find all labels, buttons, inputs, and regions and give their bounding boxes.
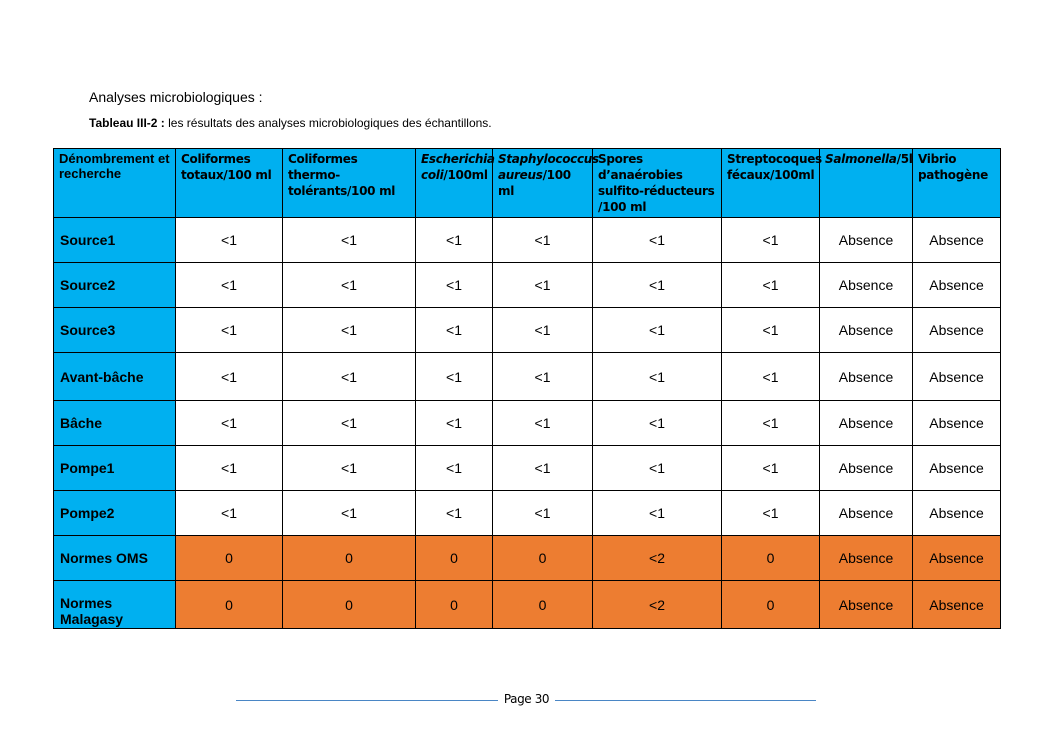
table-cell: Absence [913, 581, 1001, 629]
table-row [54, 353, 1001, 401]
table-row [54, 308, 1001, 353]
table-row [54, 581, 1001, 629]
table-cell: Absence [820, 263, 913, 308]
table-row [54, 491, 1001, 536]
table-cell: Absence [820, 446, 913, 491]
row-label: Normes Malagasy [54, 581, 176, 629]
table-cell: Absence [913, 308, 1001, 353]
row-label: Bâche [54, 401, 176, 446]
table-cell: <1 [493, 308, 593, 353]
table-cell: <1 [593, 491, 722, 536]
table-cell: <1 [283, 353, 416, 401]
table-cell: <1 [176, 263, 283, 308]
table-cell: <1 [722, 446, 820, 491]
column-header [820, 149, 913, 218]
table-cell: <1 [416, 446, 493, 491]
header-text: Vibrio pathogène [918, 152, 988, 182]
table-cell: <1 [176, 401, 283, 446]
table-cell: Absence [820, 491, 913, 536]
table-cell: <1 [722, 401, 820, 446]
caption-label: Tableau III-2 : [89, 116, 165, 130]
table-cell: <1 [493, 353, 593, 401]
header-text: /5l [896, 152, 913, 166]
table-cell: <1 [283, 308, 416, 353]
table-row [54, 446, 1001, 491]
caption-text: les résultats des analyses microbiologiques des échantillons. [164, 116, 492, 130]
row-label: Avant-bâche [54, 353, 176, 401]
table-cell: 0 [722, 581, 820, 629]
table-cell: <1 [593, 308, 722, 353]
row-label: Pompe1 [54, 446, 176, 491]
header-text: Coliformes thermo-tolérants/100 ml [288, 152, 396, 198]
row-label: Source3 [54, 308, 176, 353]
table-cell: 0 [416, 536, 493, 581]
row-label: Pompe2 [54, 491, 176, 536]
table-cell: <1 [493, 401, 593, 446]
table-cell: 0 [493, 581, 593, 629]
table-cell: <1 [176, 353, 283, 401]
table-cell: 0 [283, 581, 416, 629]
column-header [283, 149, 416, 218]
table-row [54, 401, 1001, 446]
header-text-italic: Staphylococcus aureus [498, 152, 599, 182]
table-cell: Absence [913, 353, 1001, 401]
column-header [722, 149, 820, 218]
table-cell: <1 [416, 491, 493, 536]
table-cell: Absence [820, 401, 913, 446]
row-label: Normes OMS [54, 536, 176, 581]
header-text: /100ml [443, 168, 488, 182]
header-text-italic: Salmonella [825, 152, 897, 166]
table-cell: Absence [820, 536, 913, 581]
table-row [54, 218, 1001, 263]
table-cell: <1 [493, 218, 593, 263]
table-cell: <1 [416, 218, 493, 263]
table-cell: <1 [493, 263, 593, 308]
table-cell: <1 [176, 218, 283, 263]
header-text: Dénombrement et recherche [59, 151, 170, 181]
table-cell: Absence [820, 353, 913, 401]
page-number: Page 30 [503, 692, 550, 706]
table-cell: Absence [820, 218, 913, 263]
table-header-row [54, 149, 1001, 218]
table-cell: <1 [416, 401, 493, 446]
table-cell: Absence [913, 536, 1001, 581]
table-cell: Absence [913, 401, 1001, 446]
table-cell: <1 [416, 353, 493, 401]
column-header [54, 149, 176, 218]
table-cell: <1 [283, 401, 416, 446]
table-cell: <1 [283, 263, 416, 308]
table-cell: <1 [722, 353, 820, 401]
table-cell: <1 [722, 263, 820, 308]
table-cell: <1 [593, 401, 722, 446]
table-cell: 0 [416, 581, 493, 629]
results-table [53, 148, 1001, 629]
table-cell: <2 [593, 581, 722, 629]
table-cell: <1 [593, 446, 722, 491]
table-cell: <1 [416, 263, 493, 308]
table-body [54, 218, 1001, 629]
table-cell: <1 [593, 218, 722, 263]
table-cell: <1 [722, 218, 820, 263]
table-cell: <1 [593, 263, 722, 308]
table-cell: <1 [283, 491, 416, 536]
row-label: Source2 [54, 263, 176, 308]
column-header [593, 149, 722, 218]
table-cell: <1 [593, 353, 722, 401]
table-cell: 0 [493, 536, 593, 581]
header-text-italic: Escherichia coli [421, 152, 495, 182]
column-header [493, 149, 599, 218]
row-label: Source1 [54, 218, 176, 263]
table-cell: Absence [913, 263, 1001, 308]
table-cell: Absence [913, 218, 1001, 263]
table-cell: 0 [176, 536, 283, 581]
table-cell: <1 [176, 308, 283, 353]
table-cell: Absence [913, 491, 1001, 536]
table-cell: Absence [913, 446, 1001, 491]
header-text: /100 ml [498, 168, 571, 198]
table-row [54, 263, 1001, 308]
table-cell: <1 [176, 491, 283, 536]
column-header [176, 149, 283, 218]
table-cell: <1 [283, 218, 416, 263]
header-text: Spores d’anaérobies sulfito-réducteurs /100 ml [598, 152, 715, 214]
table-cell: <1 [283, 446, 416, 491]
header-text: Coliformes totaux/100 ml [181, 152, 272, 182]
column-header [416, 149, 493, 218]
table-cell: 0 [722, 536, 820, 581]
table-cell: Absence [820, 581, 913, 629]
table-caption [89, 116, 492, 130]
section-heading: Analyses microbiologiques : [89, 89, 263, 105]
table-row [54, 536, 1001, 581]
table-cell: 0 [176, 581, 283, 629]
table-cell: <1 [416, 308, 493, 353]
table-cell: <1 [493, 446, 593, 491]
table-cell: <1 [493, 491, 593, 536]
footer-rule-right [555, 700, 816, 701]
header-text: Streptocoques fécaux/100ml [727, 152, 822, 182]
table-cell: <2 [593, 536, 722, 581]
footer-rule-left [236, 700, 498, 701]
table-cell: <1 [722, 491, 820, 536]
table-cell: Absence [820, 308, 913, 353]
column-header [913, 149, 1001, 218]
table-cell: <1 [722, 308, 820, 353]
table-cell: <1 [176, 446, 283, 491]
table-cell: 0 [283, 536, 416, 581]
